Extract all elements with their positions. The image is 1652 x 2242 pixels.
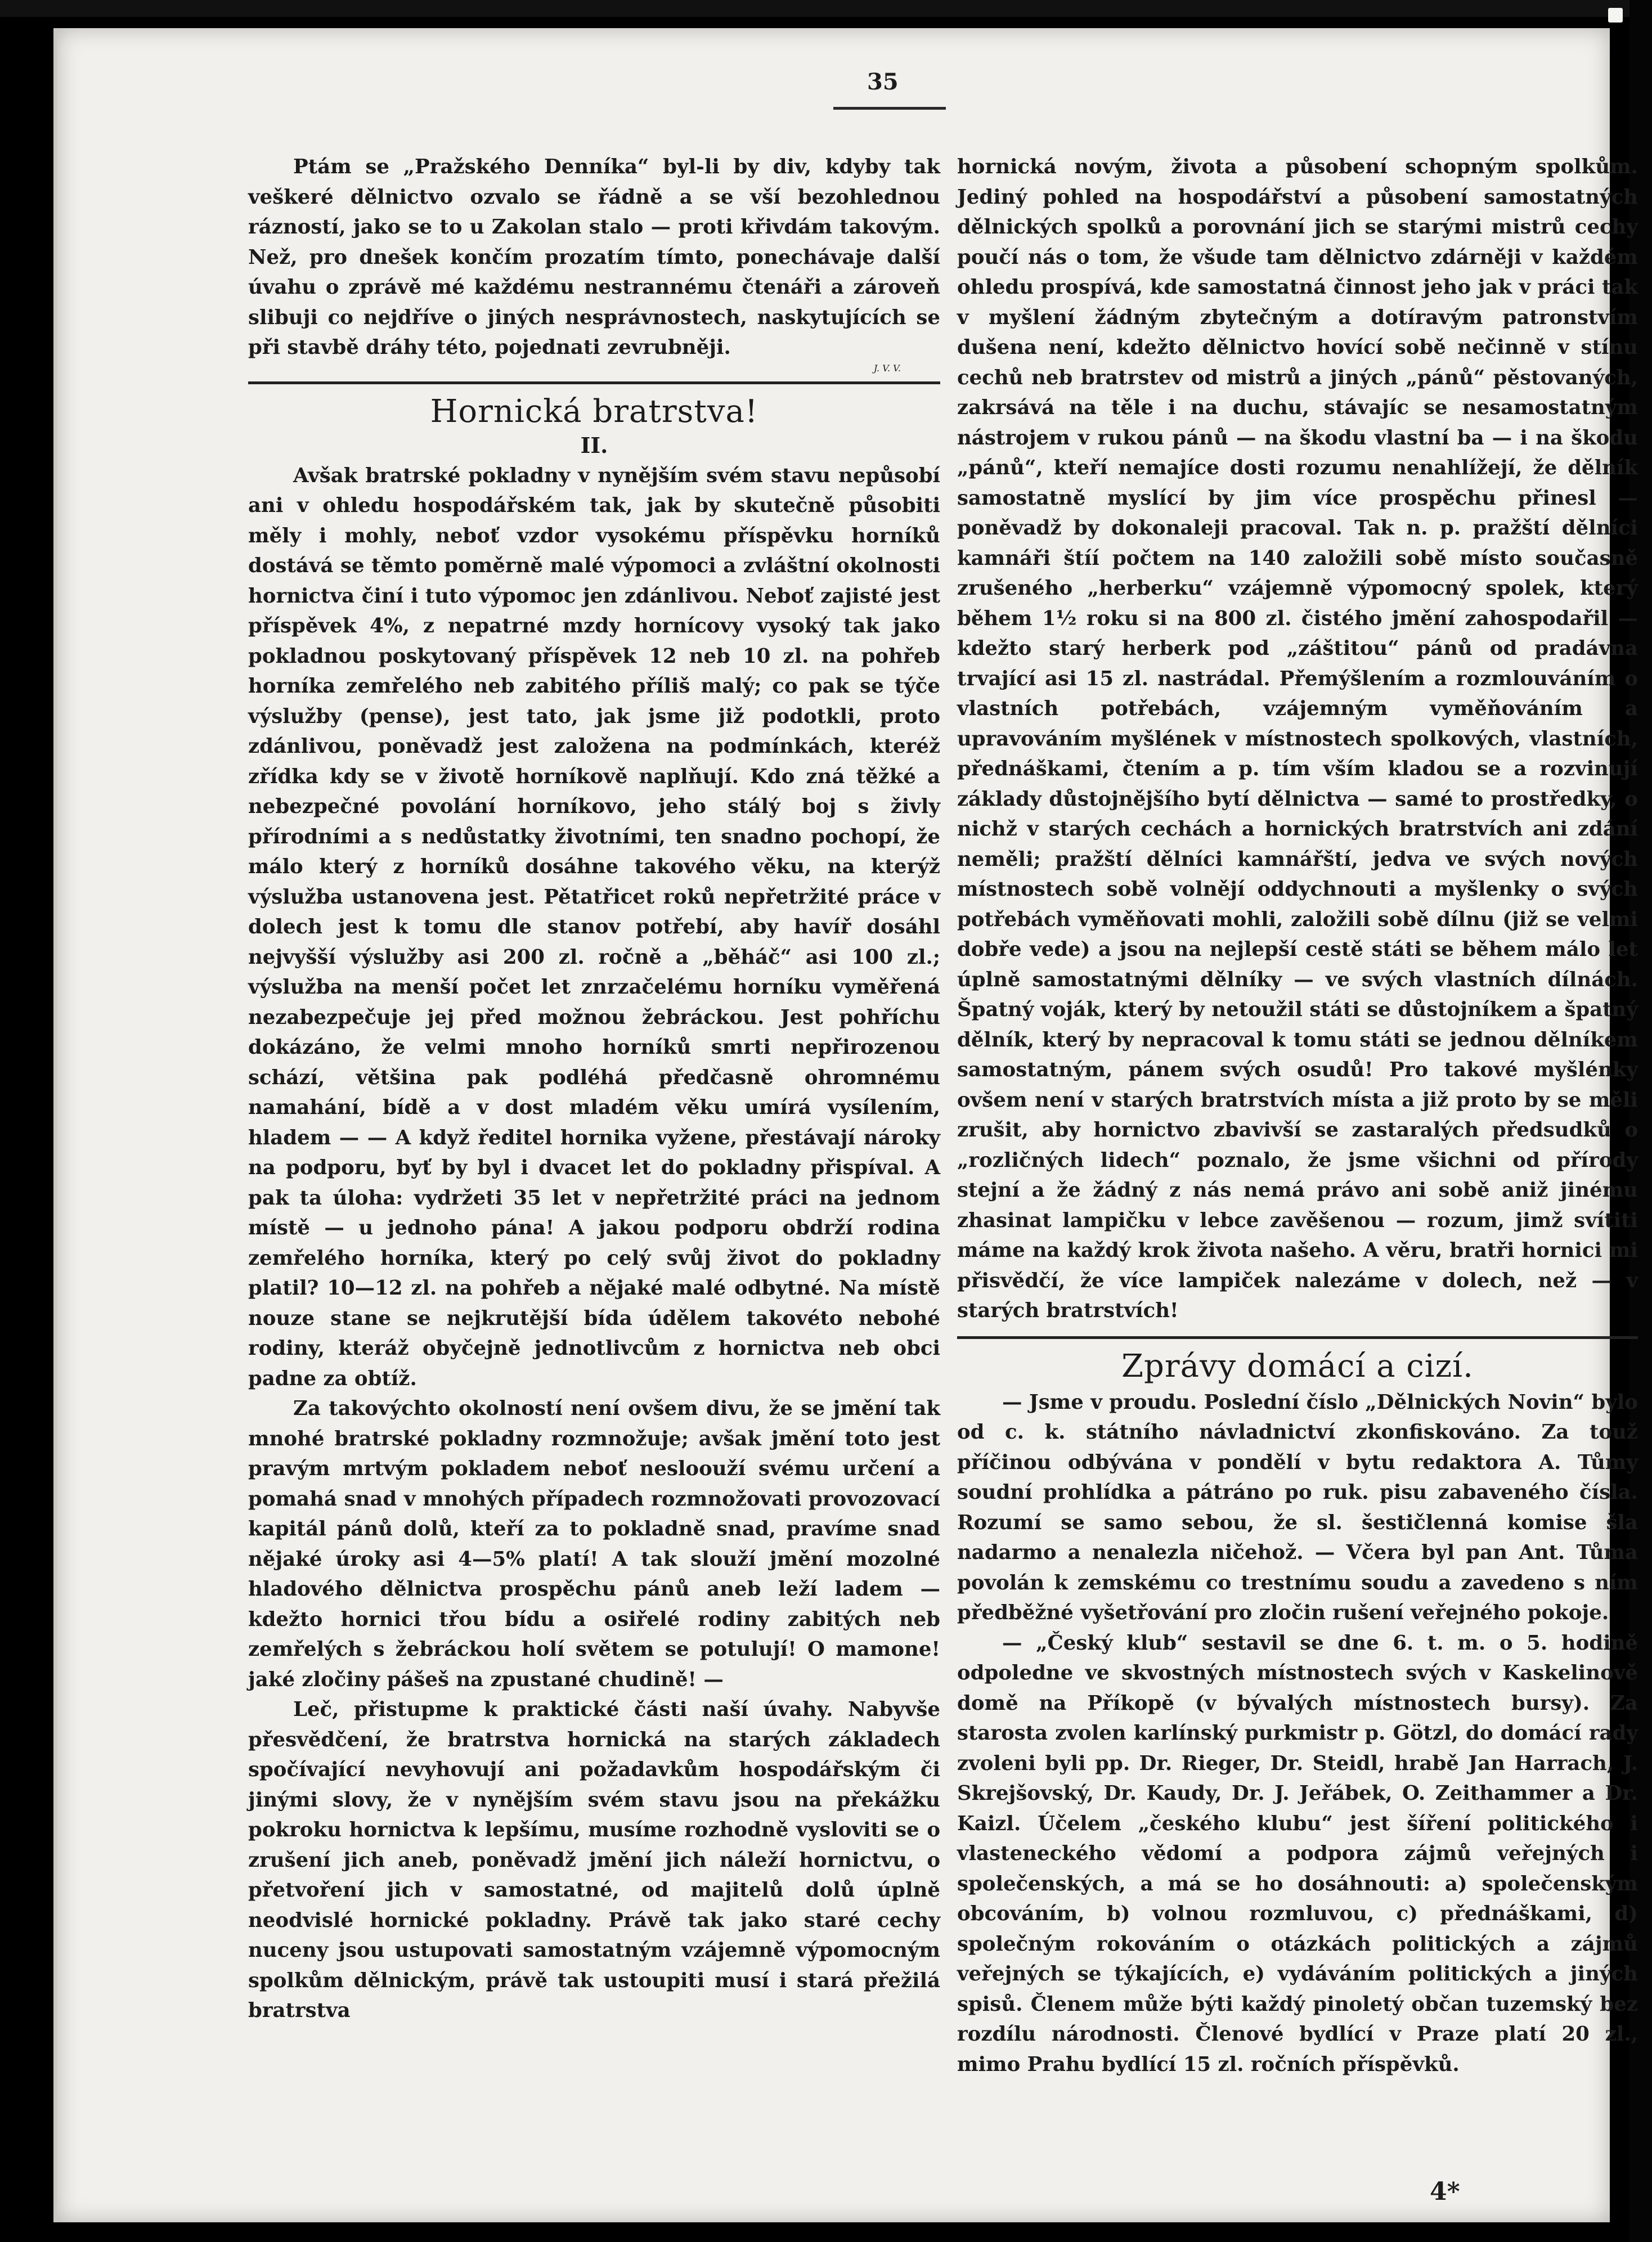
right-column	[957, 152, 1638, 2079]
news-item: — „Český klub“ sestavil se dne 6. t. m. o 5. hodině odpoledne ve skvostných místnostech svých v Kaskelinově domě na Příkopě (v bývalých místnostech bursy). Za starosta zvolen karlínský purkmistr p. Götzl, do domácí rady zvoleni byli pp. Dr. Rieger, Dr. Steidl, hrabě Jan Harrach, J. Skrejšovský, Dr. Kaudy, Dr. J. Jeřábek, O. Zeithammer a Dr. Kaizl. Účelem „českého klubu“ jest šíření politického i vlasteneckého vědomí a podpora zájmů veřejných i společenských, a má se ho dosáhnouti: a) společenským obcováním, b) volnou rozmluvou, c) přednáškami, d) společným rokováním o otázkách politických a zájmů veřejných se týkajících, e) vydáváním politických a jiných spisů. Členem může býti každý pinoletý občan tuzemský bez rozdílu národnosti. Členové bydlící v Praze platí 20 zl., mimo Prahu bydlící 15 zl. ročních příspěvků.	[957, 1631, 1638, 2076]
article-paragraph: Za takovýchto okolností není ovšem divu, že se jmění tak mnohé bratrské pokladny rozmnožuje; avšak jmění toto jest pravým mrtvým pokladem neboť nesloouží svému určení a pomahá snad v mnohých případech rozmnožovati provozovací kapitál pánů dolů, kteří za to pokladně snad, pravíme snad nějaké úroky asi 4—5% platí! A tak slouží jmění mozolné hladového dělnictva prospěchu pánů aneb leží ladem — kdežto hornici třou bídu a osiřelé rodiny zabitých neb zemřelých s žebráckou holí světem se potulují! O mamone! jaké zločiny pášeš na zpustané chudině! —	[248, 1397, 940, 1691]
news-section-title: Zprávy domácí a cizí.	[1121, 1347, 1474, 1385]
article-continuation: hornická novým, života a působení schopným spolkům. Jediný pohled na hospodářství a působení samostatných dělnických spolků a porovnání jich se starými mistrů cechy poučí nás o tom, že všude tam dělnictvo zdárněji v každém ohledu prospívá, kde samostatná činnost jeho jak v práci tak v myšlení žádným zbytečným a dotíravým patronstvím dušena není, kdežto dělnictvo hovící sobě nečinně v stínu cechů neb bratrstev od mistrů a jiných „pánů“ pěstovaných, zakrsává na těle i na duchu, stávajíc se nesamostatným nástrojem v rukou pánů — na škodu vlastní ba — i na škodu „pánů“, kteří nemajíce dosti rozumu nenahlížejí, že dělník samostatně myslící by jim více prospěchu přinesl — poněvadž by dokonaleji pracoval. Tak n. p. pražští dělníci kamnáři štíí počtem na 140 založili sobě místo současně zrušeného „herberku“ vzájemně výpomocný spolek, který během 1½ roku si na 800 zl. čistého jmění zahospodařil — kdežto starý herberk pod „záštitou“ pánů od pradávna trvající asi 15 zl. nastrádal. Přemýšlením a rozmlouváním o vlastních potřebách, vzájemným vyměňováním a upravováním myšlének v místnostech spolkových, vlastních, přednáškami, čtením a p. tím vším kladou se a rozvinují základy důstojnějšího bytí dělnictva — samé to prostředky, o nichž v starých cechách a hornických bratrstvích ani zdání neměli; pražští dělníci kamnářští, jedva ve svých nových místnostech sobě volnějí oddychnouti a myšlenky o svých potřebách vyměňovati mohli, založili sobě dílnu (již se velmi dobře vede) a jsou na nejlepší cestě státi se během málo let úplně samostatnými dělníky — ve svých vlastních dílnách. Špatný voják, který by netoužil státi se důstojníkem a špatný dělník, který by nepracoval k tomu státi se jednou dělníkem samostatným, pánem svých osudů! Pro takové myšlénky ovšem není v starých bratrstvích místa a již proto by se měli zrušit, aby hornictvo zbavivší se zastaralých předsudků o „rozličných lidech“ poznalo, že jsme všichni od přírody stejní a že žádný z nás nemá právo ani sobě aniž jinému zhasinat lampičku v lebce zavěšenou — rozum, jimž svítiti máme na každý krok života našeho. A věru, bratři hornici mi přisvědčí, že více lampiček nalezáme v dolech, než — v starých bratrstvích!	[957, 155, 1638, 1322]
page-number: 35	[867, 69, 899, 95]
intro-paragraph: Ptám se „Pražského Denníka“ byl-li by div, kdyby tak veškeré dělnictvo ozvalo se řádně a se vší bezohlednou rázností, jako se to u Zakolan stalo — proti křivdám takovým. Než, pro dnešek končím prozatím tímto, ponechávaje další úvahu o zprávě mé každému nestrannému čtenáři a zároveň slibuji co nejdříve o jiných nesprávnostech, naskytujících se při stavbě dráhy této, pojednati zevrubněji.	[248, 155, 940, 359]
signature-mark: 4*	[1430, 2177, 1460, 2206]
article-part-number: II.	[580, 432, 608, 458]
left-column	[248, 152, 940, 2026]
article-paragraph: Avšak bratrské pokladny v nynějším svém stavu nepůsobí ani v ohledu hospodářském tak, jak by skutečně působiti měly i mohly, neboť vzdor vysokému příspěvku horníků dostává se těmto poměrně malé výpomoci a zvláštní okolnosti hornictva činí i tuto výpomoc jen zdánlivou. Neboť zajisté jest příspěvek 4%, z nepatrné mzdy hornícovy vysoký tak jako pokladnou poskytovaný příspěvek 12 neb 10 zl. na pohřeb horníka zemřelého neb zabitého příliš malý; co pak se týče výslužby (pense), jest tato, jak jsme již podotkli, proto zdánlivou, poněvadž jest založena na podmínkách, kteréž zřídka kdy se v životě horníkově naplňují. Kdo zná těžké a nebezpečné povolání horníkovo, jeho stálý boj s živly přírodními a s nedůstatky životními, ten snadno pochopí, že málo který z horníků dosáhne takového věku, na kterýž výslužba ustanovena jest. Pětatřicet roků nepřetržité práce v dolech jest k tomu dle stanov potřebí, aby havíř dosáhl nejvyšší výslužby asi 200 zl. ročně a „běháč“ asi 100 zl.; výslužba na menší počet let znrzačelému horníku vyměřená nezabezpečuje jej před možnou žebráckou. Jest pohříchu dokázáno, že velmi mnoho horníků smrti nepřirozenou schází, většina pak podléhá předčasně ohromnému namahání, bídě a v dost mladém věku umírá vysílením, hladem — — A když ředitel hornika vyžene, přestávají nároky na podporu, byť by byl i dvacet let do pokladny přispíval. A pak ta úloha: vydržeti 35 let v nepřetržité práci na jednom místě — u jednoho pána! A jakou podporu obdrží rodina zemřelého horníka, který po celý svůj život do pokladny platil? 10—12 zl. na pohřeb a nějaké malé odbytné. Na místě nouze stane se nejkrutější bída údělem takovéto nebohé rodiny, kteráž obyčejně jednotlivcům z hornictva neb obci padne za obtíž.	[248, 464, 940, 1390]
section-divider	[248, 381, 940, 384]
section-divider	[957, 1336, 1638, 1339]
scan-border-top	[0, 0, 1652, 17]
article-title: Hornická bratrstva!	[430, 393, 758, 430]
page-number-rule	[833, 107, 946, 110]
newspaper-page	[53, 28, 1638, 2222]
intro-signature: J. V. V.	[873, 362, 901, 374]
scan-corner-mark	[1608, 8, 1623, 23]
article-paragraph: Leč, přistupme k praktické části naší úvahy. Nabyvše přesvědčení, že bratrstva hornická na starých základech spočívající nevyhovují ani požadavkům hospodářským či jinými slovy, že v nynějším svém stavu jsou na překážku pokroku hornictva k lepšímu, musíme rozhodně vysloviti se o zrušení jich aneb, poněvadž jmění jich náleží hornictvu, o přetvoření jich v samostatné, od majitelů dolů úplně neodvislé hornické pokladny. Právě tak jako staré cechy nuceny jsou ustupovati samostatným vzájemně výpomocným spolkům dělnickým, právě tak ustoupiti musí i stará přežilá bratrstva	[248, 1698, 940, 2022]
news-item: — Jsme v proudu. Poslední číslo „Dělnických Novin“ bylo od c. k. státního návladnictví zkonfiskováno. Za touž příčinou odbývána v pondělí v bytu redaktora A. Tůmy soudní prohlídka a pátráno po ruk. pisu zabaveného čísla. Rozumí se samo sebou, že sl. šestičlenná komise šla nadarmo a nenalezla ničehož. — Včera byl pan Ant. Tůma povolán k zemskému co trestnímu soudu a zavedeno s ním předběžné vyšetřování pro zločin rušení veřejného pokoje.	[957, 1390, 1638, 1624]
